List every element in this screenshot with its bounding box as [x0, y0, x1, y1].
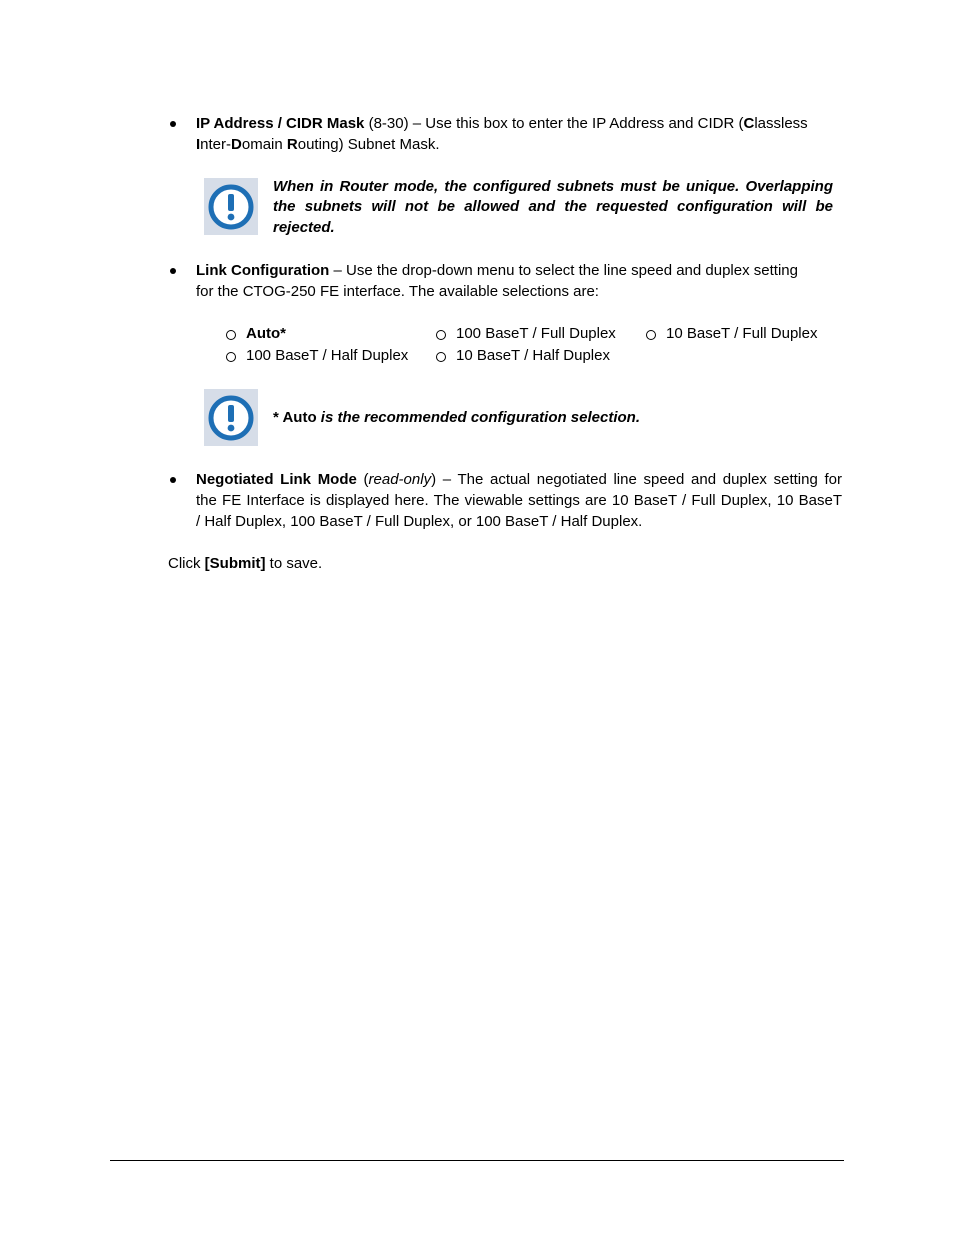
link-config-line2: for the CTOG-250 FE interface. The available selections are: — [196, 283, 599, 300]
ip-cidr-line2: Inter-Domain Routing) Subnet Mask. — [196, 136, 440, 153]
note1-line3: rejected. — [273, 219, 335, 236]
bullet-icon — [170, 477, 176, 483]
note1-line1: When in Router mode, the configured subnets must be unique. Overlapping — [273, 178, 833, 195]
option-10-full: 10 BaseT / Full Duplex — [666, 325, 818, 342]
negotiated-line3: / Half Duplex, 100 BaseT / Full Duplex, or 100 BaseT / Half Duplex. — [196, 513, 643, 530]
link-config-term: Link Configuration — [196, 262, 330, 279]
link-config-line1: Link Configuration – Use the drop-down menu to select the line speed and duplex setting — [196, 262, 798, 279]
submit-instruction: Click [Submit] to save. — [168, 555, 323, 572]
footer-divider — [110, 1160, 844, 1161]
bullet-icon — [170, 121, 176, 127]
submit-reference: [Submit] — [204, 555, 266, 572]
exclamation-circle-icon — [204, 178, 258, 235]
ip-cidr-term: IP Address / CIDR Mask — [196, 115, 365, 132]
bullet-icon — [170, 268, 176, 274]
negotiated-line1: Negotiated Link Mode (read-only) – The actual negotiated line speed and duplex setting for — [196, 471, 842, 488]
negotiated-term: Negotiated Link Mode — [196, 471, 357, 488]
note1-line2: the subnets will not be allowed and the requested configuration will be — [273, 198, 833, 215]
option-bullet-icon — [226, 352, 236, 362]
ip-cidr-line1: IP Address / CIDR Mask (8-30) – Use this box to enter the IP Address and CIDR (Classless — [196, 115, 808, 132]
option-10-half: 10 BaseT / Half Duplex — [456, 347, 610, 364]
option-bullet-icon — [226, 330, 236, 340]
option-auto: Auto* — [246, 325, 286, 342]
option-bullet-icon — [436, 330, 446, 340]
option-100-half: 100 BaseT / Half Duplex — [246, 347, 409, 364]
negotiated-line2: the FE Interface is displayed here. The viewable settings are 10 BaseT / Full Duplex, 10 BaseT — [196, 492, 842, 509]
option-100-full: 100 BaseT / Full Duplex — [456, 325, 616, 342]
option-bullet-icon — [646, 330, 656, 340]
option-bullet-icon — [436, 352, 446, 362]
note2-text: * Auto is the recommended configuration selection. — [273, 409, 641, 426]
exclamation-circle-icon — [204, 389, 258, 446]
